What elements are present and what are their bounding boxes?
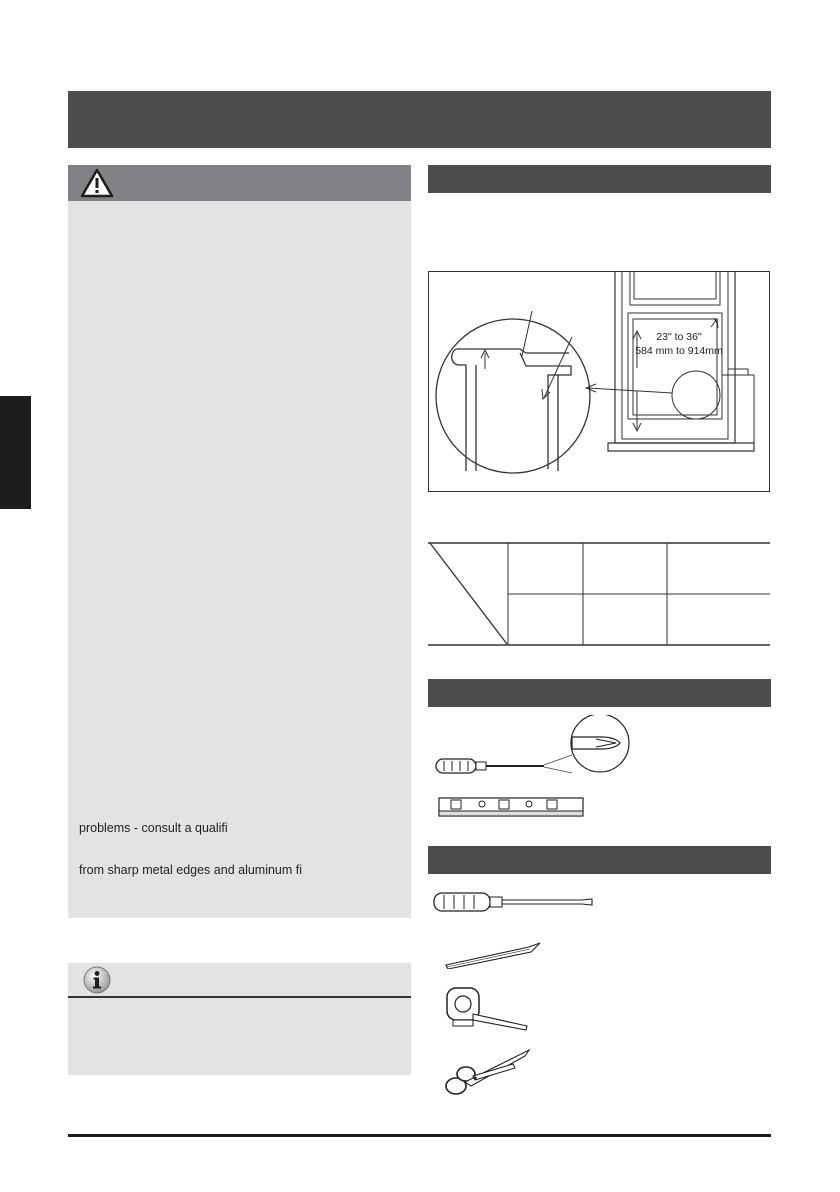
warning-header: [68, 165, 411, 201]
section-header-bar: [428, 165, 771, 193]
window-measurement-figure: [428, 271, 770, 492]
phillips-screwdriver-icon: [434, 715, 634, 785]
note-panel: [68, 963, 411, 1075]
dimension-imperial-label: 23" to 36": [656, 331, 702, 343]
flat-screwdriver-icon: [432, 887, 598, 917]
warning-text-line: from sharp metal edges and aluminum fi: [79, 863, 303, 877]
section-header-bar: [428, 679, 771, 707]
note-divider: [68, 996, 411, 998]
dimension-metric-label: 584 mm to 914mm: [635, 345, 723, 357]
info-icon: [83, 966, 111, 994]
tape-measure-icon: [443, 984, 533, 1032]
footer-rule: [68, 1134, 771, 1137]
warning-panel: [68, 165, 411, 918]
spec-table: [428, 540, 770, 650]
mounting-rail-icon: [437, 794, 585, 820]
warning-triangle-icon: [80, 168, 114, 198]
scissors-icon: [443, 1046, 533, 1100]
warning-text-line: problems - consult a qualifi: [79, 821, 228, 835]
section-header-bar: [428, 846, 771, 874]
pencil-icon: [443, 939, 543, 969]
chapter-side-tab: [0, 396, 31, 509]
page-header-bar: [68, 91, 771, 148]
